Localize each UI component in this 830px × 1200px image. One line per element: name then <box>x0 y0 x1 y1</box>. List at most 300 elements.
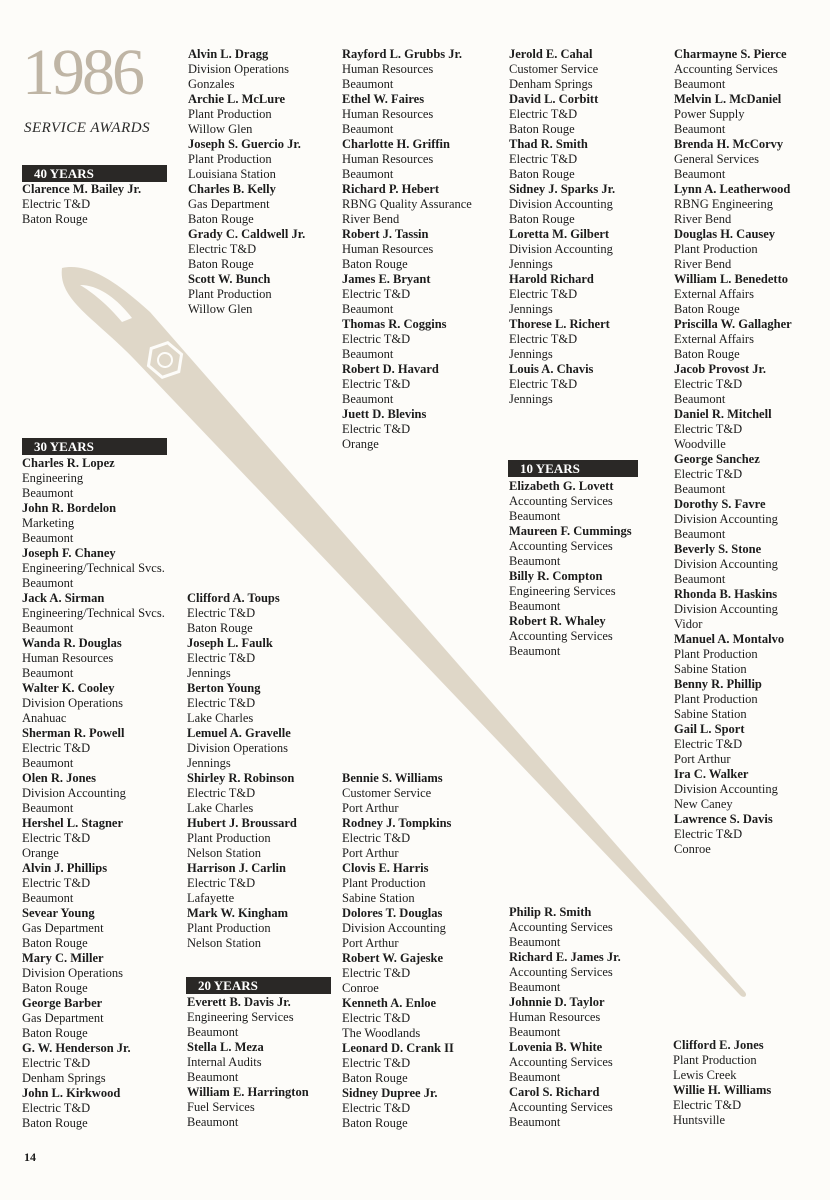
list-item <box>342 407 502 452</box>
department: Division Accounting <box>674 512 778 526</box>
department: Electric T&D <box>342 1101 411 1115</box>
location: Nelson Station <box>187 936 261 950</box>
department: Electric T&D <box>342 831 411 845</box>
location: Baton Rouge <box>22 1116 88 1130</box>
employee-name: Clifford A. Toups <box>187 591 280 605</box>
employee-name: Olen R. Jones <box>22 771 96 785</box>
employee-name: Mary C. Miller <box>22 951 104 965</box>
list-item <box>509 569 669 614</box>
location: Beaumont <box>22 486 74 500</box>
department: Accounting Services <box>509 965 613 979</box>
department: Power Supply <box>674 107 745 121</box>
location: Jennings <box>509 392 553 406</box>
list-item <box>342 272 502 317</box>
list-item <box>342 996 502 1041</box>
list-item <box>342 137 502 182</box>
employee-name: Lawrence S. Davis <box>674 812 773 826</box>
list-item <box>187 1085 347 1130</box>
employee-name: Charles R. Lopez <box>22 456 115 470</box>
employee-name: Juett D. Blevins <box>342 407 427 421</box>
department: Accounting Services <box>509 920 613 934</box>
employee-name: G. W. Henderson Jr. <box>22 1041 131 1055</box>
list-item <box>509 905 669 950</box>
department: Electric T&D <box>22 1101 91 1115</box>
department: Division Accounting <box>22 786 126 800</box>
location: Beaumont <box>509 935 561 949</box>
location: Denham Springs <box>22 1071 106 1085</box>
location: Beaumont <box>342 347 394 361</box>
location: Beaumont <box>509 980 561 994</box>
department: Gas Department <box>22 921 104 935</box>
employee-name: Johnnie D. Taylor <box>509 995 605 1009</box>
location: Baton Rouge <box>188 257 254 271</box>
location: Denham Springs <box>509 77 593 91</box>
department: Electric T&D <box>342 332 411 346</box>
employee-name: John R. Bordelon <box>22 501 117 515</box>
department: External Affairs <box>674 287 754 301</box>
employee-name: Melvin L. McDaniel <box>674 92 782 106</box>
department: Plant Production <box>187 921 271 935</box>
location: Baton Rouge <box>674 302 740 316</box>
department: Engineering Services <box>509 584 616 598</box>
department: Electric T&D <box>342 422 411 436</box>
list-item <box>509 614 669 659</box>
department: Plant Production <box>674 242 758 256</box>
list-item <box>22 816 182 861</box>
list-item <box>22 771 182 816</box>
list-item <box>22 501 182 546</box>
department: Electric T&D <box>509 332 578 346</box>
location: Sabine Station <box>674 707 747 721</box>
list-item <box>22 456 182 501</box>
list-item <box>342 771 502 816</box>
department: Customer Service <box>509 62 599 76</box>
list-item <box>22 636 182 681</box>
list-10-years <box>509 479 669 659</box>
employee-name: Thomas R. Coggins <box>342 317 447 331</box>
employee-name: George Barber <box>22 996 103 1010</box>
employee-name: Harrison J. Carlin <box>187 861 286 875</box>
employee-name: Lovenia B. White <box>509 1040 603 1054</box>
employee-name: Lemuel A. Gravelle <box>187 726 291 740</box>
location: Beaumont <box>22 576 74 590</box>
location: Beaumont <box>509 1115 561 1129</box>
department: External Affairs <box>674 332 754 346</box>
location: Beaumont <box>22 756 74 770</box>
employee-name: Richard P. Hebert <box>342 182 440 196</box>
department: Electric T&D <box>509 287 578 301</box>
list-item <box>509 92 669 137</box>
department: Electric T&D <box>342 1011 411 1025</box>
list-item <box>673 1083 830 1128</box>
list-item <box>509 182 669 227</box>
department: Electric T&D <box>22 197 91 211</box>
department: Division Operations <box>22 966 124 980</box>
location: Baton Rouge <box>187 621 253 635</box>
location: Beaumont <box>509 644 561 658</box>
employee-name: Archie L. McLure <box>188 92 286 106</box>
list-item <box>342 1041 502 1086</box>
department: Plant Production <box>188 287 272 301</box>
list-item <box>188 47 348 92</box>
list-item <box>674 362 830 407</box>
list-item <box>674 677 830 722</box>
list-item <box>674 497 830 542</box>
list-column-3-bottom <box>342 771 502 1131</box>
employee-name: Joseph S. Guercio Jr. <box>188 137 301 151</box>
list-item <box>674 227 830 272</box>
department: Electric T&D <box>22 831 91 845</box>
list-item <box>342 1086 502 1131</box>
year-title: 1986 <box>22 36 142 109</box>
department: Electric T&D <box>674 422 743 436</box>
department: Electric T&D <box>509 107 578 121</box>
employee-name: Charlotte H. Griffin <box>342 137 450 151</box>
employee-name: Hershel L. Stagner <box>22 816 124 830</box>
list-30-years <box>22 456 182 1131</box>
department: Electric T&D <box>187 651 256 665</box>
department: RBNG Engineering <box>674 197 773 211</box>
location: Baton Rouge <box>22 981 88 995</box>
location: Baton Rouge <box>509 212 575 226</box>
department: Gas Department <box>188 197 270 211</box>
employee-name: Billy R. Compton <box>509 569 603 583</box>
location: Nelson Station <box>187 846 261 860</box>
department: RBNG Quality Assurance <box>342 197 472 211</box>
list-item <box>674 272 830 317</box>
department: Human Resources <box>342 242 434 256</box>
employee-name: Clifford E. Jones <box>673 1038 764 1052</box>
location: Beaumont <box>674 122 726 136</box>
location: Beaumont <box>509 554 561 568</box>
list-item <box>187 861 347 906</box>
employee-name: Kenneth A. Enloe <box>342 996 437 1010</box>
location: Jennings <box>509 302 553 316</box>
location: Jennings <box>509 347 553 361</box>
list-item <box>342 951 502 996</box>
employee-name: Leonard D. Crank II <box>342 1041 454 1055</box>
employee-name: Alvin J. Phillips <box>22 861 108 875</box>
department: Electric T&D <box>673 1098 742 1112</box>
department: Gas Department <box>22 1011 104 1025</box>
employee-name: Dorothy S. Favre <box>674 497 766 511</box>
list-item <box>22 906 182 951</box>
list-item <box>509 317 669 362</box>
department: Electric T&D <box>509 152 578 166</box>
list-item <box>342 861 502 906</box>
list-item <box>187 816 347 861</box>
list-column-4-top <box>509 47 669 407</box>
department: Accounting Services <box>509 1100 613 1114</box>
department: Accounting Services <box>509 1055 613 1069</box>
list-item <box>509 362 669 407</box>
department: Plant Production <box>674 692 758 706</box>
location: Baton Rouge <box>509 122 575 136</box>
employee-name: John L. Kirkwood <box>22 1086 121 1100</box>
employee-name: Philip R. Smith <box>509 905 592 919</box>
department: Electric T&D <box>187 876 256 890</box>
location: Beaumont <box>342 122 394 136</box>
employee-name: Maureen F. Cummings <box>509 524 632 538</box>
list-item <box>342 362 502 407</box>
employee-name: Charmayne S. Pierce <box>674 47 787 61</box>
department: Accounting Services <box>509 629 613 643</box>
employee-name: Robert W. Gajeske <box>342 951 444 965</box>
department: Division Accounting <box>342 921 446 935</box>
location: Beaumont <box>509 599 561 613</box>
list-item <box>22 951 182 996</box>
list-item <box>188 182 348 227</box>
employee-name: Lynn A. Leatherwood <box>674 182 791 196</box>
list-column-5 <box>674 47 830 857</box>
department: Engineering/Technical Svcs. <box>22 561 165 575</box>
list-item <box>187 995 347 1040</box>
employee-name: Sidney J. Sparks Jr. <box>509 182 616 196</box>
location: Willow Glen <box>188 122 253 136</box>
list-item <box>674 92 830 137</box>
location: Beaumont <box>674 77 726 91</box>
location: The Woodlands <box>342 1026 421 1040</box>
department: Engineering/Technical Svcs. <box>22 606 165 620</box>
employee-name: Jacob Provost Jr. <box>674 362 767 376</box>
employee-name: Ethel W. Faires <box>342 92 425 106</box>
list-item <box>187 1040 347 1085</box>
employee-name: Loretta M. Gilbert <box>509 227 610 241</box>
employee-name: Rayford L. Grubbs Jr. <box>342 47 463 61</box>
department: Electric T&D <box>342 966 411 980</box>
employee-name: Carol S. Richard <box>509 1085 600 1099</box>
employee-name: Harold Richard <box>509 272 594 286</box>
location: Baton Rouge <box>674 347 740 361</box>
list-item <box>509 479 669 524</box>
list-item <box>187 591 347 636</box>
department: Division Accounting <box>674 602 778 616</box>
employee-name: William L. Benedetto <box>674 272 789 286</box>
employee-name: Sherman R. Powell <box>22 726 125 740</box>
employee-name: Clarence M. Bailey Jr. <box>22 182 142 196</box>
list-40-years <box>22 182 182 227</box>
location: Port Arthur <box>342 846 399 860</box>
department: Engineering <box>22 471 84 485</box>
location: Beaumont <box>22 531 74 545</box>
list-item <box>342 47 502 92</box>
employee-name: Willie H. Williams <box>673 1083 772 1097</box>
department: Accounting Services <box>674 62 778 76</box>
employee-name: Bennie S. Williams <box>342 771 443 785</box>
list-item <box>342 182 502 227</box>
department: Electric T&D <box>342 287 411 301</box>
department: Human Resources <box>22 651 114 665</box>
list-item <box>342 317 502 362</box>
employee-name: Gail L. Sport <box>674 722 745 736</box>
employee-name: Clovis E. Harris <box>342 861 429 875</box>
list-item <box>22 591 182 636</box>
employee-name: Everett B. Davis Jr. <box>187 995 291 1009</box>
department: Engineering Services <box>187 1010 294 1024</box>
employee-name: David L. Corbitt <box>509 92 599 106</box>
list-item <box>342 816 502 861</box>
list-item <box>188 227 348 272</box>
employee-name: Joseph F. Chaney <box>22 546 116 560</box>
location: River Bend <box>342 212 400 226</box>
location: Port Arthur <box>342 801 399 815</box>
section-header-20-years: 20 YEARS <box>186 977 331 994</box>
list-column-5-bottom <box>673 1038 830 1128</box>
location: Jennings <box>187 756 231 770</box>
location: Beaumont <box>342 302 394 316</box>
location: Willow Glen <box>188 302 253 316</box>
list-column-3-top <box>342 47 502 452</box>
location: Sabine Station <box>674 662 747 676</box>
employee-name: Priscilla W. Gallagher <box>674 317 792 331</box>
department: Plant Production <box>674 647 758 661</box>
location: Baton Rouge <box>342 1116 408 1130</box>
location: Orange <box>22 846 59 860</box>
employee-name: Stella L. Meza <box>187 1040 264 1054</box>
department: Human Resources <box>342 152 434 166</box>
department: Division Accounting <box>509 197 613 211</box>
employee-name: Robert D. Havard <box>342 362 439 376</box>
employee-name: Sevear Young <box>22 906 95 920</box>
list-item <box>509 950 669 995</box>
location: Beaumont <box>342 77 394 91</box>
location: Conroe <box>342 981 379 995</box>
employee-name: Thorese L. Richert <box>509 317 610 331</box>
list-item <box>674 452 830 497</box>
list-item <box>509 47 669 92</box>
department: Accounting Services <box>509 539 613 553</box>
employee-name: Benny R. Phillip <box>674 677 762 691</box>
list-item <box>674 767 830 812</box>
department: Electric T&D <box>187 696 256 710</box>
location: Beaumont <box>342 392 394 406</box>
list-item <box>509 1040 669 1085</box>
department: Division Operations <box>188 62 290 76</box>
department: Plant Production <box>188 152 272 166</box>
department: Division Operations <box>22 696 124 710</box>
department: Electric T&D <box>509 377 578 391</box>
list-item <box>187 636 347 681</box>
list-item <box>674 722 830 767</box>
location: Beaumont <box>674 482 726 496</box>
employee-name: Jack A. Sirman <box>22 591 105 605</box>
employee-name: Mark W. Kingham <box>187 906 289 920</box>
list-item <box>22 182 182 227</box>
department: Electric T&D <box>674 737 743 751</box>
location: Beaumont <box>674 167 726 181</box>
department: Electric T&D <box>22 876 91 890</box>
list-item <box>187 906 347 951</box>
department: Electric T&D <box>342 377 411 391</box>
list-item <box>188 92 348 137</box>
list-item <box>509 227 669 272</box>
list-item <box>22 996 182 1041</box>
list-item <box>673 1038 830 1083</box>
list-item <box>509 272 669 317</box>
page-subtitle: SERVICE AWARDS <box>24 120 151 136</box>
location: Beaumont <box>509 1025 561 1039</box>
employee-name: Ira C. Walker <box>674 767 749 781</box>
list-20-years <box>187 995 347 1130</box>
location: Beaumont <box>342 167 394 181</box>
list-item <box>509 524 669 569</box>
department: Division Accounting <box>674 782 778 796</box>
employee-name: Scott W. Bunch <box>188 272 271 286</box>
employee-name: Rhonda B. Haskins <box>674 587 778 601</box>
page-number: 14 <box>24 1150 36 1164</box>
list-item <box>22 1041 182 1086</box>
list-item <box>188 272 348 317</box>
department: Human Resources <box>342 62 434 76</box>
employee-name: Hubert J. Broussard <box>187 816 297 830</box>
employee-name: Berton Young <box>187 681 261 695</box>
list-item <box>674 587 830 632</box>
location: River Bend <box>674 257 732 271</box>
list-item <box>674 542 830 587</box>
location: Beaumont <box>22 801 74 815</box>
list-item <box>22 546 182 591</box>
employee-name: William E. Harrington <box>187 1085 309 1099</box>
location: Lewis Creek <box>673 1068 737 1082</box>
employee-name: George Sanchez <box>674 452 760 466</box>
department: Electric T&D <box>674 827 743 841</box>
employee-name: Thad R. Smith <box>509 137 588 151</box>
employee-name: Brenda H. McCorvy <box>674 137 784 151</box>
location: River Bend <box>674 212 732 226</box>
department: Electric T&D <box>187 786 256 800</box>
location: Sabine Station <box>342 891 415 905</box>
location: Woodville <box>674 437 726 451</box>
department: Human Resources <box>342 107 434 121</box>
location: Beaumont <box>674 392 726 406</box>
employee-name: Alvin L. Dragg <box>188 47 269 61</box>
location: Beaumont <box>674 572 726 586</box>
employee-name: Wanda R. Douglas <box>22 636 122 650</box>
location: Beaumont <box>187 1025 239 1039</box>
employee-name: Charles B. Kelly <box>188 182 276 196</box>
department: Electric T&D <box>188 242 257 256</box>
section-header-30-years: 30 YEARS <box>22 438 167 455</box>
list-column-4-bottom <box>509 905 669 1130</box>
department: Electric T&D <box>674 377 743 391</box>
list-item <box>674 317 830 362</box>
location: Anahuac <box>22 711 67 725</box>
department: General Services <box>674 152 760 166</box>
location: Baton Rouge <box>22 936 88 950</box>
employee-name: Shirley R. Robinson <box>187 771 295 785</box>
department: Plant Production <box>342 876 426 890</box>
list-item <box>22 681 182 726</box>
section-header-40-years: 40 YEARS <box>22 165 167 182</box>
department: Electric T&D <box>187 606 256 620</box>
list-item <box>22 1086 182 1131</box>
list-item <box>509 1085 669 1130</box>
list-item <box>674 632 830 677</box>
employee-name: Grady C. Caldwell Jr. <box>188 227 306 241</box>
employee-name: Robert J. Tassin <box>342 227 429 241</box>
location: Baton Rouge <box>342 257 408 271</box>
department: Electric T&D <box>674 467 743 481</box>
location: Beaumont <box>22 666 74 680</box>
location: Lake Charles <box>187 801 254 815</box>
department: Plant Production <box>188 107 272 121</box>
department: Fuel Services <box>187 1100 255 1114</box>
location: Beaumont <box>509 509 561 523</box>
location: Baton Rouge <box>22 1026 88 1040</box>
employee-name: Walter K. Cooley <box>22 681 115 695</box>
location: Lafayette <box>187 891 235 905</box>
section-header-10-years: 10 YEARS <box>508 460 638 477</box>
